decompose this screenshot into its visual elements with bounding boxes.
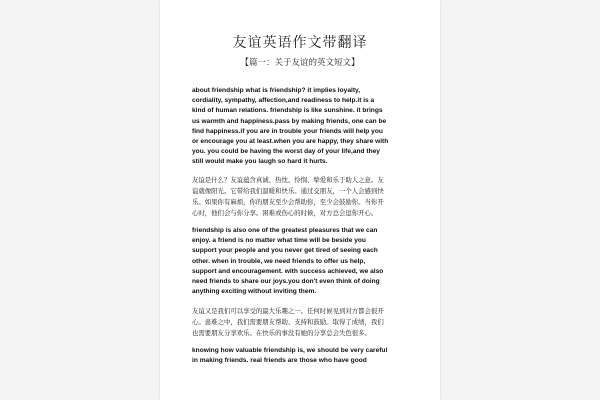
paragraph-chinese-1: 友谊是什么？友谊蕴含真诚、热忱、怜悯、挚爱和乐于助人之意。友 谊就像阳光。它带给我们温暖和快乐。通过交朋友，一个人会感到快 乐。如果你有麻烦，你的朋友至少会帮助你，至少会鼓励你。当你开 心时，他们会与你分享。困难或伤心的时候，对方总会逗你开心。 [192, 176, 384, 217]
paragraph-english-2: friendship is also one of the greatest pleasures that we can enjoy. a friend is no matter what time will be beside you support your people and you never get tired of seeing each other. when in trouble, we need friends to offer us help, support and encouragement. with success achieved, we also need friends to share our joys.you don't even think of doing anything exciting without inviting them. [192, 227, 384, 296]
document-title: 友谊英语作文带翻译 [232, 35, 368, 51]
paragraph-english-3: knowing how valuable friendship is, we should be very careful in making friends. real friends are those who have good [192, 347, 388, 365]
paragraph-chinese-2: 友谊又是我们可以享受的最大乐趣之一。任何时候见到对方都会很开 心。患难之中，我们需要朋友帮助、支持和鼓励。取得了成绩，我们 也需要朋友分享欢乐。在快乐的事没有她的分享总会失色很多。 [192, 307, 384, 337]
document-page [160, 0, 440, 400]
paragraph-english-1: about friendship what is friendship? it implies loyalty, cordiality, sympathy, affection,and readiness to help.it is a kind of human relations. friendship is like sunshine. it brings us warmth and happiness.pass by making friends, one can be find happiness.if you are in trouble your friends will help you or encourage you at least.when you are happy, they share with you. you could be having the worst day of your life,and they still would make you laugh so hard it hurts. [192, 87, 389, 166]
document-subtitle: 【篇一：关于友谊的英文短文】 [240, 58, 360, 68]
